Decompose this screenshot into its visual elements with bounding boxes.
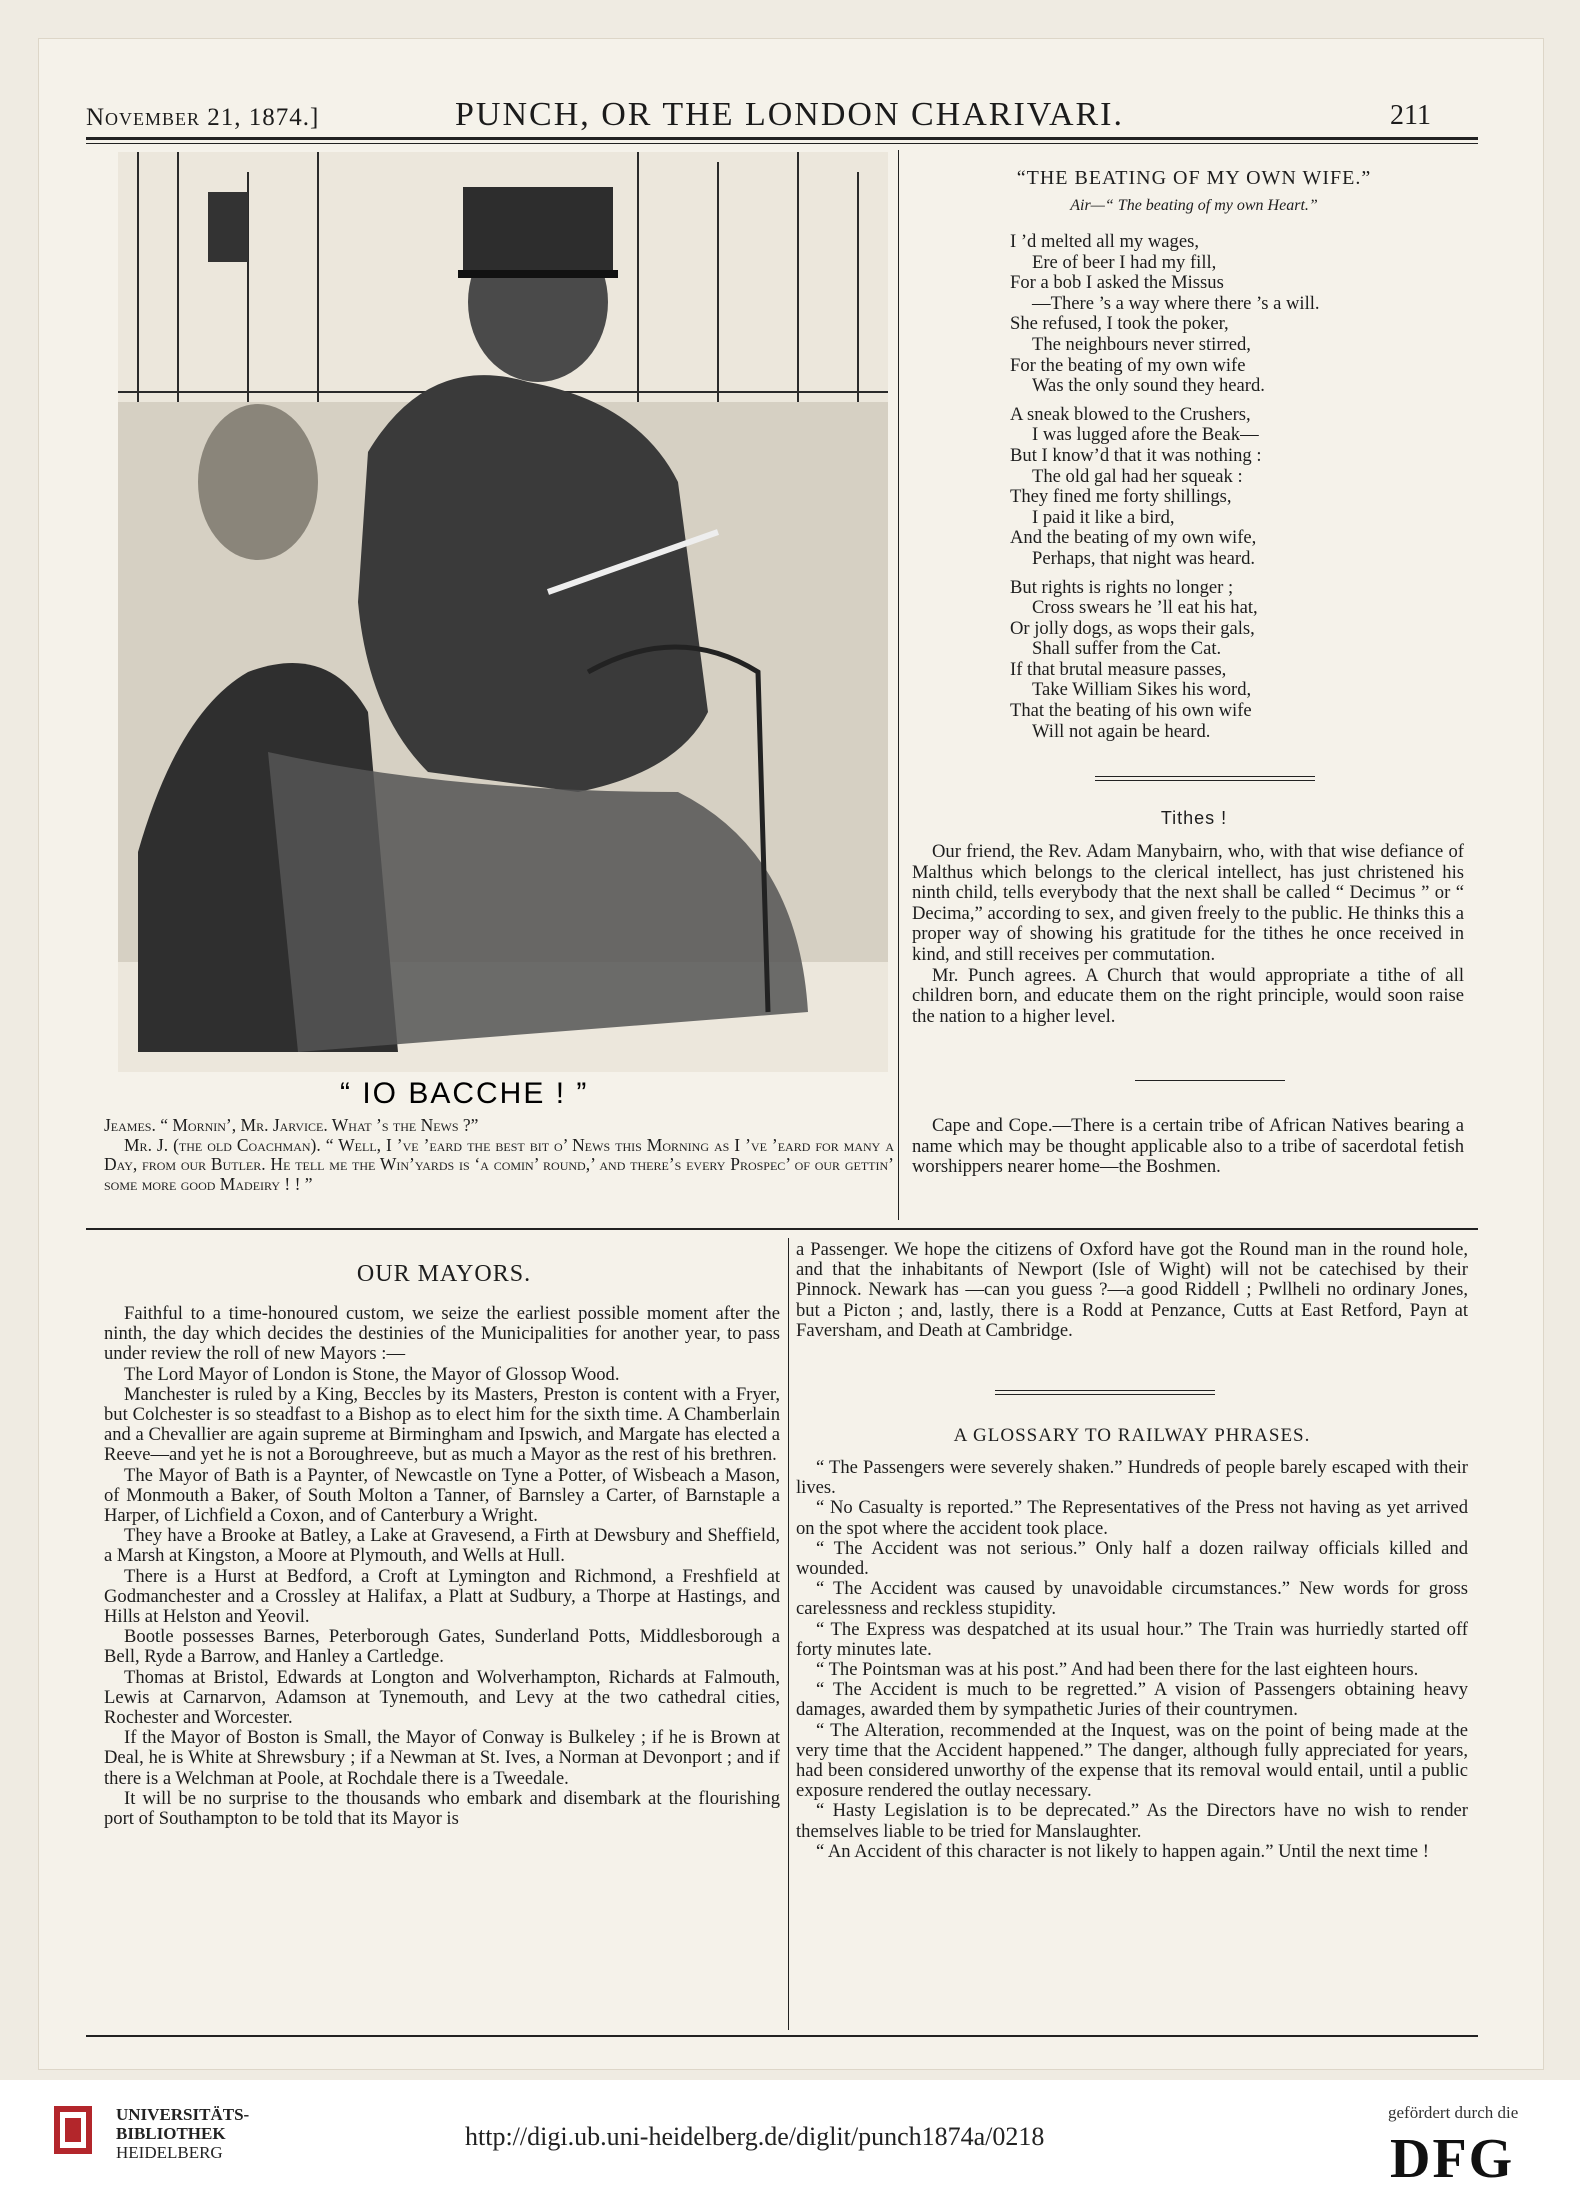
column-divider-top (898, 150, 899, 1220)
publication-title: PUNCH, OR THE LONDON CHARIVARI. (455, 96, 1125, 133)
glossary-rule (995, 1390, 1215, 1391)
poem-line: Ere of beer I had my fill, (1032, 251, 1217, 273)
glossary-title: A GLOSSARY TO RAILWAY PHRASES. (953, 1425, 1311, 1446)
poem-line: I was lugged afore the Beak— (1032, 424, 1259, 446)
poem-line: For the beating of my own wife (1010, 354, 1246, 376)
dialogue-line-jeames: Jeames. “ Mornin’, Mr. Jarvice. What ’s the News ?” (104, 1115, 479, 1135)
poem-line: Or jolly dogs, as wops their gals, (1010, 617, 1255, 639)
mayors-paragraph: Thomas at Bristol, Edwards at Longton and Wolverhampton, Richards at Falmouth, Lewis at Carnarvon, Adamson at Tynemouth, and Levy at the two cathedral cities, Rochester and Worcester. (104, 1666, 780, 1729)
header-rule (86, 137, 1478, 140)
mayors-article (104, 1304, 780, 1829)
poem-line: That the beating of his own wife (1010, 700, 1252, 722)
mayors-paragraph: The Lord Mayor of London is Stone, the Mayor of Glossop Wood. (124, 1363, 620, 1385)
poem-line: Perhaps, that night was heard. (1032, 547, 1256, 569)
glossary-paragraph: “ An Accident of this character is not likely to happen again.” Until the next time ! (816, 1840, 1429, 1862)
poem-line: They fined me forty shillings, (1010, 486, 1232, 508)
glossary-paragraph: “ The Accident is much to be regretted.” A vision of Passengers obtaining heavy damages, awarded them by sympathetic Juries of their countrymen. (796, 1679, 1468, 1721)
issue-date: November 21, 1874.] (86, 104, 320, 131)
poem-line: A sneak blowed to the Crushers, (1010, 403, 1251, 425)
poem-line: Take William Sikes his word, (1032, 679, 1252, 701)
poem-line: —There ’s a way where there ’s a will. (1032, 292, 1320, 314)
poem-stanza (1010, 232, 1450, 397)
mayors-paragraph: It will be no surprise to the thousands who embark and disembark at the flourishing port of Southampton to be told that its Mayor is (104, 1787, 780, 1830)
mayors-paragraph: The Mayor of Bath is a Paynter, of Newcastle on Tyne a Potter, of Wisbeach a Mason, of Monmouth a Baker, of South Molton a Tanner, of Barnsley a Carter, of Barnstaple a Harper, of Lichfield a Coxon, and of Canterbury a Wright. (104, 1464, 780, 1527)
glossary-paragraph: “ The Express was despatched at its usual hour.” The Train was hurriedly started off forty minutes late. (796, 1618, 1468, 1660)
poem-line: She refused, I took the poker, (1010, 313, 1229, 335)
poem-line: And the beating of my own wife, (1010, 527, 1257, 549)
mayors-continuation (796, 1240, 1468, 1341)
institution-name (116, 2105, 249, 2162)
cartoon-drawing (118, 152, 888, 1072)
header-rule-thin (86, 143, 1478, 144)
poem-line: For a bob I asked the Missus (1010, 272, 1224, 294)
tithes-article (912, 842, 1464, 1027)
tithes-paragraph-1: Our friend, the Rev. Adam Manybairn, who, with that wise defiance of Malthus which belongs to the clerical intellect, has just christened his ninth child, tells everybody that the next shall be called “ Decimus ” or “ Decima,” according to sex, and given freely to the public. He thinks this a proper way of showing his gratitude for the tithes he once received in kind, and still receives per commutation. (912, 841, 1464, 965)
poem-rule (1095, 776, 1315, 777)
poem-line: The neighbours never stirred, (1032, 333, 1251, 355)
cape-paragraph: Cape and Cope.—There is a certain tribe of African Natives bearing a name which may be thought applicable also to a tribe of sacerdotal fetish worshippers nearer home—the Boshmen. (912, 1115, 1464, 1178)
cape-and-cope (912, 1116, 1464, 1178)
poem-line: But rights is rights no longer ; (1010, 576, 1234, 598)
mayors-paragraph: They have a Brooke at Batley, a Lake at Gravesend, a Firth at Dewsbury and Sheffield, a Marsh at Kingston, a Moore at Plymouth, and Wells at Hull. (104, 1525, 780, 1567)
dfg-logo: DFG (1390, 2128, 1515, 2190)
poem-line: If that brutal measure passes, (1010, 658, 1227, 680)
glossary-paragraph: “ The Alteration, recommended at the Inquest, was on the point of being made at the very time that the Accident happened.” The danger, although fully appreciated for years, had been considered unworthy of the expense that its removal would entail, until a public exposure rendered the outlay necessary. (796, 1719, 1468, 1802)
page-number: 211 (1390, 100, 1431, 131)
cartoon-dialogue (104, 1116, 894, 1194)
poem-line: Will not again be heard. (1032, 720, 1211, 742)
glossary-paragraph: “ The Pointsman was at his post.” And had been there for the last eighteen hours. (816, 1659, 1419, 1681)
poem-stanza (1010, 578, 1450, 743)
glossary-paragraph: “ The Accident was not serious.” Only half a dozen railway officials killed and wounded. (796, 1537, 1468, 1580)
glossary-article (796, 1458, 1468, 1862)
mayors-paragraph: Faithful to a time-honoured custom, we seize the earliest possible moment after the ninth, the day which decides the destinies of the Municipalities for another year, to pass under review the roll of new Mayors :— (104, 1303, 780, 1365)
poem-stanza (1010, 405, 1450, 570)
institution-line-1: UNIVERSITÄTS- (116, 2105, 250, 2124)
sponsor-text: gefördert durch die (1388, 2103, 1519, 2122)
poem-line: I paid it like a bird, (1032, 506, 1175, 528)
poem-title: “THE BEATING OF MY OWN WIFE.” (1016, 167, 1372, 189)
poem-line: Was the only sound they heard. (1032, 375, 1265, 397)
tithes-rule (1135, 1080, 1285, 1081)
mayors-continuation-paragraph: a Passenger. We hope the citizens of Oxford have got the Round man in the round hole, and that the inhabitants of Newport (Isle of Wight) will not be catechised by their Pinnock. Newark has —can you guess ?—a good Riddell ; Pwllheli no ordinary Jones, but a Picton ; and, lastly, there is a Rodd at Penzance, Cutts at East Retford, Payn at Faversham, and Death at Cambridge. (796, 1239, 1468, 1341)
glossary-paragraph: “ Hasty Legislation is to be deprecated.” As the Directors have no wish to render themselves liable to be tried for Manslaughter. (796, 1800, 1468, 1842)
institution-line-2: BIBLIOTHEK (116, 2124, 226, 2143)
tithes-title: Tithes ! (1160, 808, 1228, 828)
poem-body (1010, 232, 1450, 750)
mayors-paragraph: Manchester is ruled by a King, Beccles by its Masters, Preston is content with a Fryer, but Colchester is so steadfast to a Bishop as to elect him for the sixth time. A Chamberlain and a Chevallier are again supreme at Birmingham and Ipswich, and Margate has elected a Reeve—and yet he is not a Boroughreeve, but as much a Mayor as the rest of his brethren. (104, 1383, 780, 1466)
cartoon-illustration (118, 152, 888, 1072)
glossary-paragraph: “ The Passengers were severely shaken.” Hundreds of people barely escaped with their lives. (796, 1457, 1468, 1499)
cartoon-caption: “ IO BACCHE ! ” (340, 1077, 589, 1110)
poem-line: Shall suffer from the Cat. (1032, 638, 1222, 660)
glossary-paragraph: “ The Accident was caused by unavoidable circumstances.” New words for gross carelessness and reckless stupidity. (796, 1578, 1468, 1620)
mayors-paragraph: If the Mayor of Boston is Small, the Mayor of Conway is Bulkeley ; if he is Brown at Deal, he is White at Shrewsbury ; if a Newman at St. Ives, a Norman at Devonport ; and if there is a Welchman at Poole, at Rochdale there is a Tweedale. (104, 1727, 780, 1789)
section-rule (86, 1228, 1478, 1230)
poem-line: Cross swears he ’ll eat his hat, (1032, 597, 1258, 619)
mayors-title: OUR MAYORS. (356, 1261, 532, 1287)
university-seal-icon (50, 2100, 102, 2162)
poem-line: The old gal had her squeak : (1032, 465, 1243, 487)
glossary-paragraph: “ No Casualty is reported.” The Representatives of the Press not having as yet arrived on the spot where the accident took place. (796, 1497, 1468, 1539)
column-divider-bottom (788, 1238, 789, 2030)
mayors-paragraph: Bootle possesses Barnes, Peterborough Gates, Sunderland Potts, Middlesborough a Bell, Ryde a Barrow, and Hanley a Cartledge. (104, 1626, 780, 1668)
poem-line: I ’d melted all my wages, (1010, 231, 1199, 252)
poem-line: But I know’d that it was nothing : (1010, 444, 1262, 466)
institution-line-3: HEIDELBERG (116, 2143, 223, 2162)
mayors-paragraph: There is a Hurst at Bedford, a Croft at Lymington and Richmond, a Freshfield at Godmanchester and a Crossley at Halifax, a Platt at Sudbury, a Thorpe at Hastings, and Hills at Helston and Yeovil. (104, 1565, 780, 1628)
glossary-rule-2 (995, 1394, 1215, 1395)
poem-rule-2 (1095, 780, 1315, 781)
tithes-paragraph-2: Mr. Punch agrees. A Church that would appropriate a tithe of all children born, and educate them on the right principle, would soon raise the nation to a higher level. (912, 964, 1464, 1027)
digital-copy-url[interactable]: http://digi.ub.uni-heidelberg.de/diglit/punch1874a/0218 (465, 2122, 1045, 2151)
bottom-rule (86, 2035, 1478, 2037)
poem-air: Air—“ The beating of my own Heart.” (1070, 197, 1318, 214)
dialogue-line-coachman: Mr. J. (the old Coachman). “ Well, I ’ve ’eard the best bit o’ News this Morning as I ’ve ’eard for many a Day, from our Butler. He tell me the Win’yards is ‘a comin’ round,’ and there’s every Prospec’ of our gettin’ some more good Madeiry ! ! ” (104, 1134, 894, 1194)
